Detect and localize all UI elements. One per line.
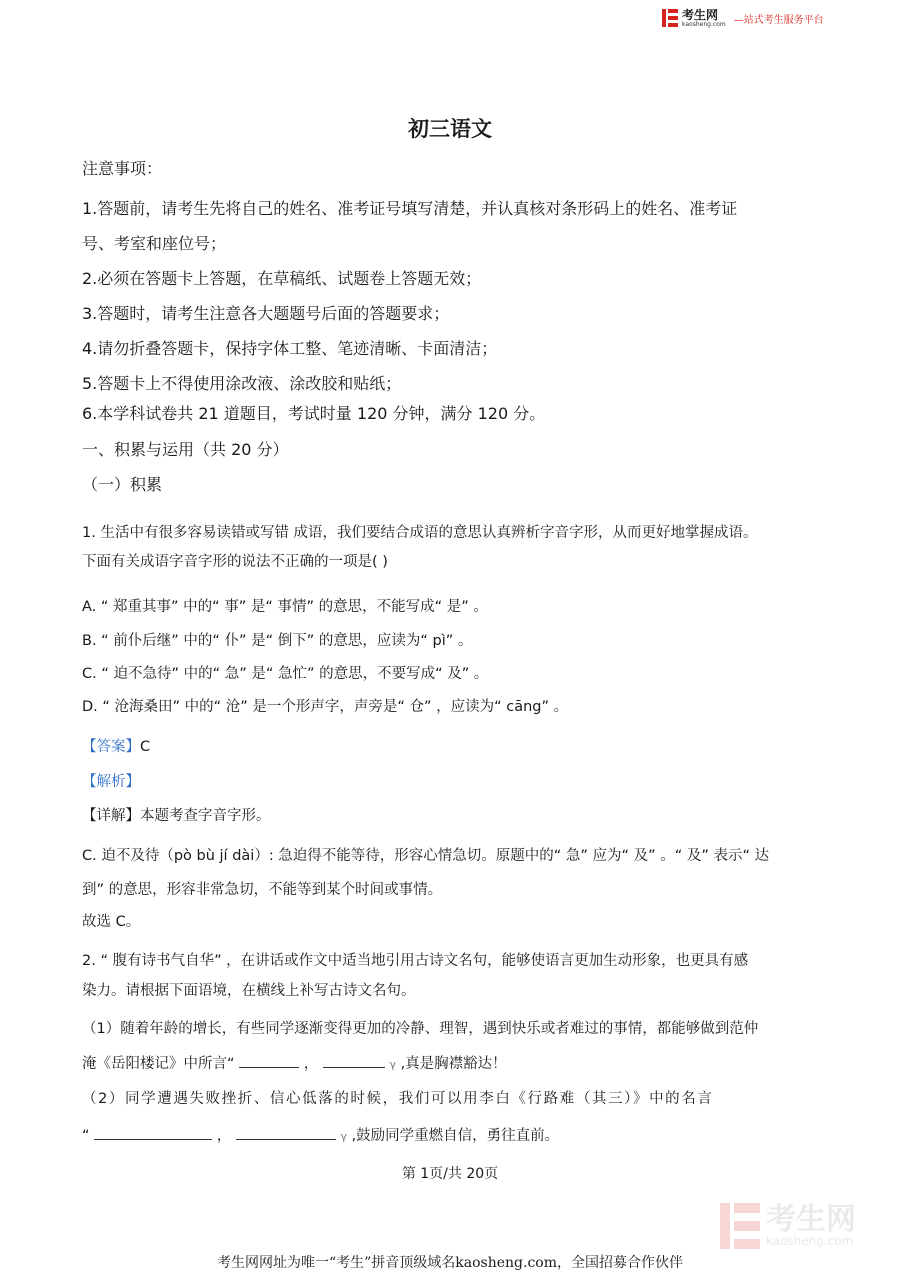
question-1-line-2: 下面有关成语字音字形的说法不正确的一项是( ) <box>82 554 388 570</box>
question-2-part-1-line-2 <box>82 1053 822 1075</box>
question-2-part-2-line-2 <box>82 1125 822 1147</box>
watermark-brand: 考生网 <box>766 1202 856 1237</box>
section-heading: 一、积累与运用（共 20 分） <box>82 440 289 459</box>
watermark-logo <box>720 1203 856 1249</box>
question-1-option-a: A. “ 郑重其事” 中的“ 事” 是“ 事情” 的意思，不能写成“ 是” 。 <box>82 599 488 615</box>
notice-item-3: 3.答题时，请考生注意各大题题号后面的答题要求； <box>82 304 450 323</box>
explanation-line-1: C. 迫不及待（pò bù jí dài）: 急迫得不能等待，形容心情急切。原题中的“ 急” 应为“ 及” 。“ 及” 表示“ 达 <box>82 848 770 864</box>
question-2-line-1: 2. “ 腹有诗书气自华” ，在讲话或作文中适当地引用古诗文名句，能够使语言更加生动形象，也更具有感 <box>82 953 749 969</box>
answer-value: C <box>140 739 151 755</box>
part-2-mark: γ <box>340 1130 347 1143</box>
part-1-suffix: ,真是胸襟豁达！ <box>400 1056 507 1072</box>
analysis-label: 【解析】 <box>82 774 140 790</box>
page-number: 第 1页/共 20页 <box>401 1166 499 1182</box>
notice-heading: 注意事项： <box>82 159 163 178</box>
explanation-line-2: 到” 的意思，形容非常急切，不能等到某个时间或事情。 <box>82 882 443 898</box>
answer-blank-4[interactable] <box>236 1125 336 1140</box>
choice-text: 故选 C。 <box>82 914 141 930</box>
notice-item-1-cont: 号、考室和座位号； <box>82 234 227 253</box>
question-2-part-2-line-1: （2）同学遭遇失败挫折、信心低落的时候，我们可以用李白《行路难（其三）》中的名言 <box>82 1091 714 1107</box>
kaosheng-logo-icon <box>662 9 678 27</box>
question-1-line-1: 1. 生活中有很多容易读错或写错 成语，我们要结合成语的意思认真辨析字音字形，从而更好地掌握成语。 <box>82 525 758 541</box>
notice-item-6: 6.本学科试卷共 21 道题目，考试时量 120 分钟，满分 120 分。 <box>82 404 546 423</box>
notice-item-1: 1.答题前，请考生先将自己的姓名、准考证号填写清楚，并认真核对条形码上的姓名、准考证 <box>82 199 738 218</box>
part-1-prefix: 淹《岳阳楼记》中所言“ <box>82 1056 235 1072</box>
question-2-line-2: 染力。请根据下面语境，在横线上补写古诗文名句。 <box>82 983 416 999</box>
watermark-domain: kaosheng.com <box>766 1234 854 1248</box>
answer-row <box>82 737 822 758</box>
detail-text: 【详解】本题考查字音字形。 <box>82 808 271 824</box>
answer-blank-3[interactable] <box>94 1125 212 1140</box>
brand-domain: kaosheng.com <box>682 20 726 28</box>
answer-blank-2[interactable] <box>323 1053 385 1068</box>
question-2-part-1-line-1: （1）随着年龄的增长，有些同学逐渐变得更加的冷静、理智，遇到快乐或者难过的事情，都能够做到范仲 <box>82 1021 759 1037</box>
answer-blank-1[interactable] <box>239 1053 299 1068</box>
question-1-option-b: B. “ 前仆后继” 中的“ 仆” 是“ 倒下” 的意思，应读为“ pì” 。 <box>82 633 473 649</box>
part-2-suffix: ,鼓励同学重燃自信，勇往直前。 <box>351 1128 560 1144</box>
subsection-heading: （一）积累 <box>82 475 163 494</box>
notice-item-2: 2.必须在答题卡上答题，在草稿纸、试题卷上答题无效； <box>82 269 482 288</box>
answer-label: 【答案】 <box>82 739 140 755</box>
question-1-option-c: C. “ 迫不急待” 中的“ 急” 是“ 急忙” 的意思，不要写成“ 及” 。 <box>82 666 489 682</box>
footer-site-text: 考生网网址为唯一“考生”拼音顶级域名kaosheng.com，全国招募合作伙伴 <box>216 1255 684 1271</box>
header-logo <box>662 7 824 29</box>
brand-slogan: —站式考生服务平台 <box>733 14 824 26</box>
brand-name: 考生网 <box>682 7 719 22</box>
watermark-icon <box>720 1203 760 1249</box>
part-1-comma: ， <box>303 1056 319 1072</box>
part-2-open-quote: “ <box>82 1128 90 1144</box>
question-1-option-d: D. “ 沧海桑田” 中的“ 沧” 是一个形声字，声旁是“ 仓” ，应读为“ cāng” 。 <box>82 699 569 715</box>
part-1-mark: γ <box>389 1058 396 1071</box>
notice-item-5: 5.答题卡上不得使用涂改液、涂改胶和贴纸； <box>82 374 402 393</box>
part-2-comma: ， <box>216 1128 232 1144</box>
notice-item-4: 4.请勿折叠答题卡，保持字体工整、笔迹清晰、卡面清洁； <box>82 339 498 358</box>
page-title: 初三语文 <box>408 117 492 141</box>
